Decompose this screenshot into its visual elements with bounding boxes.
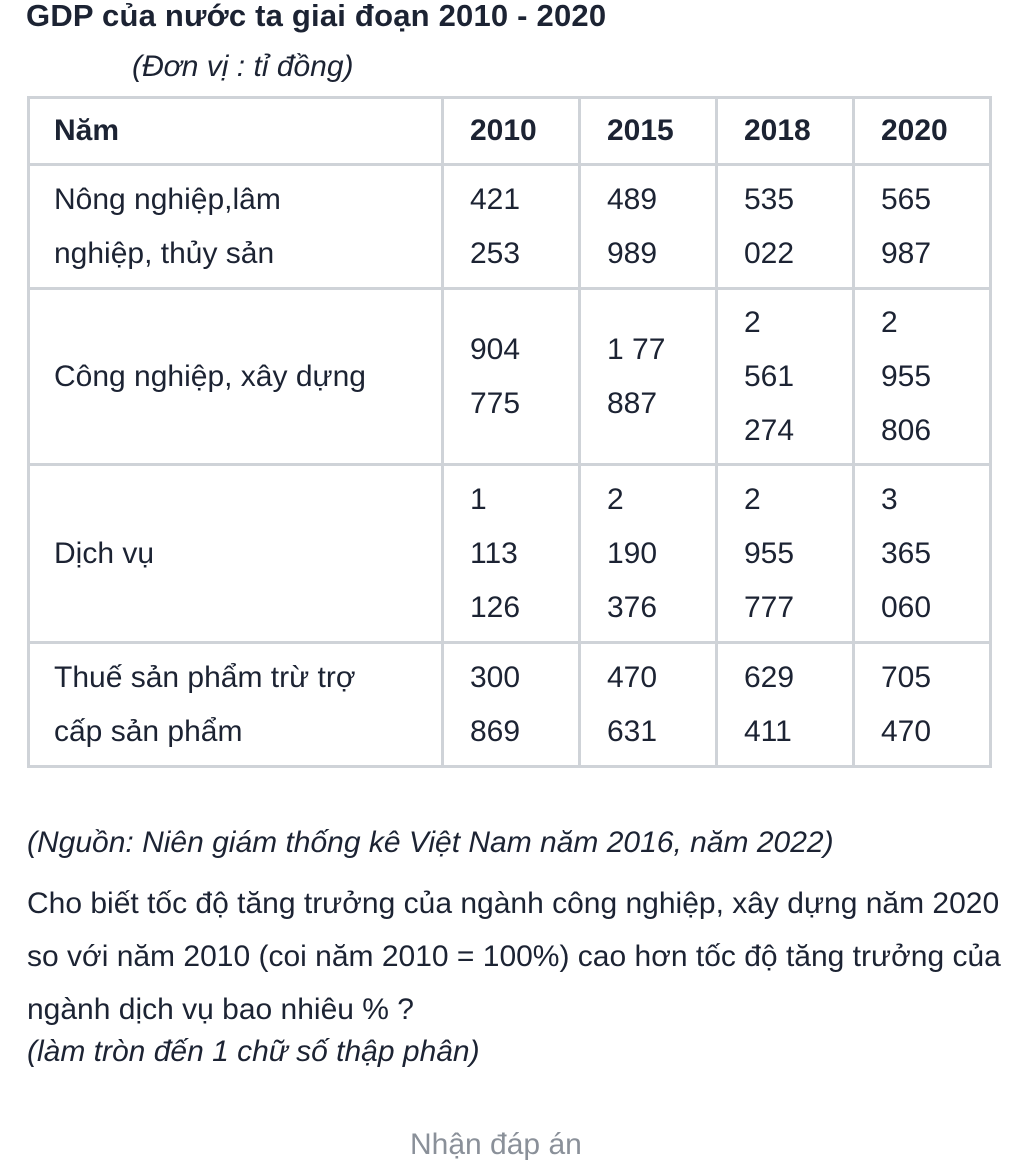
question-text: Cho biết tốc độ tăng trưởng của ngành công nghiệp, xây dựng năm 2020 so với năm 2010 (coi năm 2010 = 100%) cao hơn tốc độ tăng trưởng của ngành dịch vụ bao nhiêu % ? [27, 887, 1001, 1026]
header-cell: 2010 [443, 98, 580, 165]
header-cell: 2020 [854, 98, 991, 165]
table-cell: 705 470 [854, 643, 991, 767]
row-label: Công nghiệp, xây dựng [29, 289, 443, 465]
row-label: Nông nghiệp,lâm nghiệp, thủy sản [29, 165, 443, 289]
header-cell: 2018 [717, 98, 854, 165]
table-cell: 1 113 126 [443, 465, 580, 643]
table-cell: 300 869 [443, 643, 580, 767]
table-cell: 1 77 887 [580, 289, 717, 465]
get-answer-button[interactable]: Nhận đáp án [410, 1128, 582, 1161]
header-cell: Năm [29, 98, 443, 165]
table-cell: 629 411 [717, 643, 854, 767]
gdp-table [27, 96, 992, 768]
table-cell: 3 365 060 [854, 465, 991, 643]
source-note: (Nguồn: Niên giám thống kê Việt Nam năm 2016, năm 2022) [27, 826, 834, 859]
rounding-note: (làm tròn đến 1 chữ số thập phân) [27, 1035, 480, 1068]
row-label: Thuế sản phẩm trừ trợ cấp sản phẩm [29, 643, 443, 767]
table-cell: 565 987 [854, 165, 991, 289]
table-cell: 2 190 376 [580, 465, 717, 643]
table-row [29, 165, 991, 289]
table-row [29, 643, 991, 767]
table-cell: 421 253 [443, 165, 580, 289]
row-label: Dịch vụ [29, 465, 443, 643]
header-cell: 2015 [580, 98, 717, 165]
table-cell: 535 022 [717, 165, 854, 289]
page-title: GDP của nước ta giai đoạn 2010 - 2020 [26, 0, 607, 33]
table-header-row [29, 98, 991, 165]
table-cell: 489 989 [580, 165, 717, 289]
table-cell: 470 631 [580, 643, 717, 767]
table-cell: 2 955 806 [854, 289, 991, 465]
table-cell: 904 775 [443, 289, 580, 465]
table-row [29, 289, 991, 465]
unit-label: (Đơn vị : tỉ đồng) [132, 50, 354, 83]
table-cell: 2 955 777 [717, 465, 854, 643]
table-row [29, 465, 991, 643]
table-cell: 2 561 274 [717, 289, 854, 465]
